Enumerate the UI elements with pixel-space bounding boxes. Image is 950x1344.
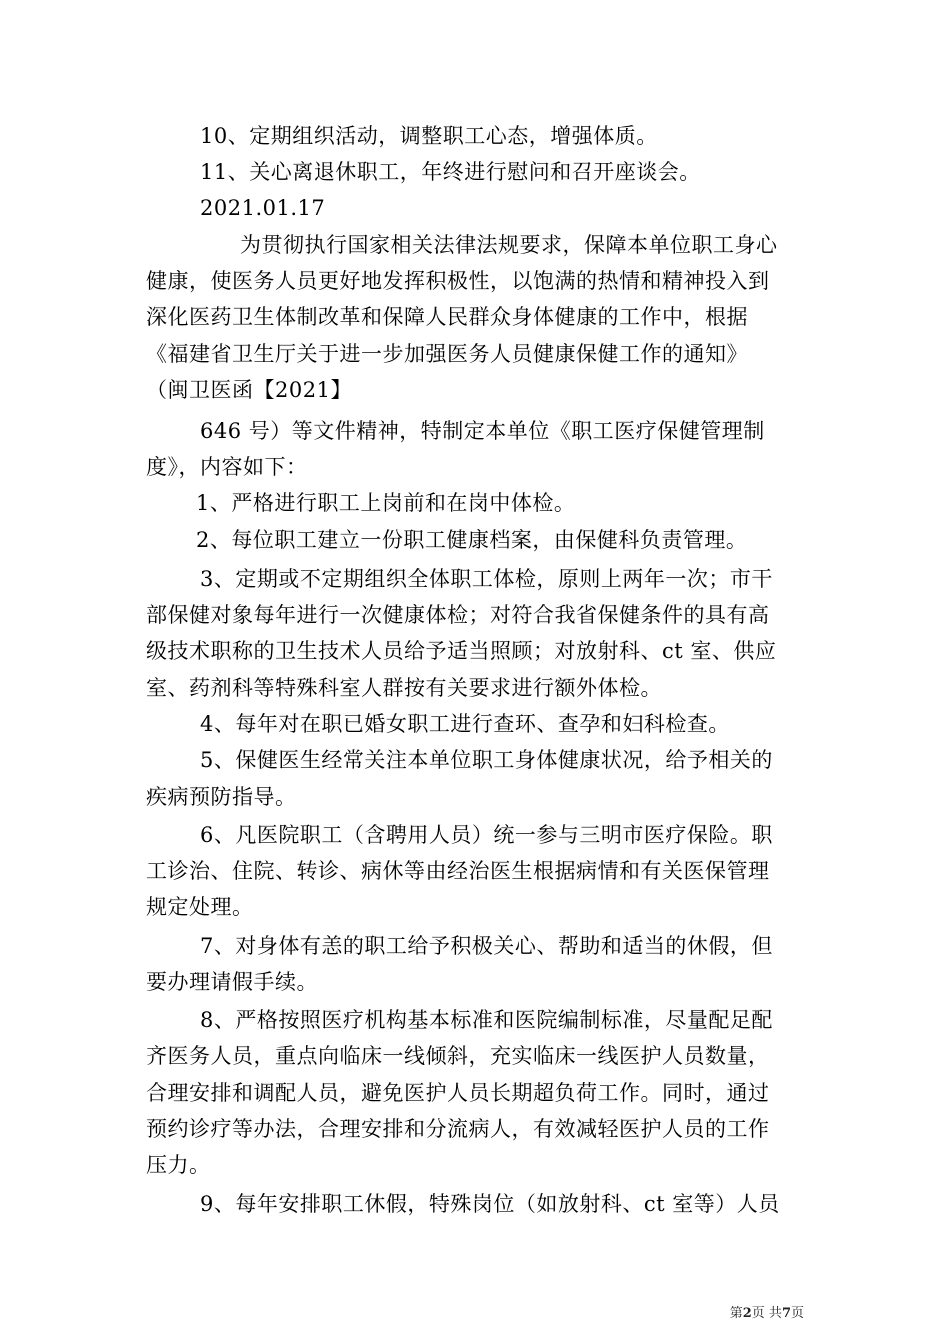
text-line: 疾病预防指导。 [146, 785, 297, 809]
text-line: （闽卫医函【2021】 [146, 378, 352, 402]
text-line: 8、严格按照医疗机构基本标准和医院编制标准，尽量配足配 [200, 1008, 773, 1032]
text-line: 工诊治、住院、转诊、病休等由经治医生根据病情和有关医保管理 [146, 859, 770, 883]
total-pages-number: 7 [781, 1306, 791, 1321]
text-line: 6、凡医院职工（含聘用人员）统一参与三明市医疗保险。职 [200, 823, 773, 847]
text-line: 规定处理。 [146, 895, 254, 919]
text-line: 1、严格进行职工上岗前和在岗中体检。 [196, 491, 576, 515]
text-line: 部保健对象每年进行一次健康体检；对符合我省保健条件的具有高 [146, 603, 770, 627]
text-line: 为贯彻执行国家相关法律法规要求，保障本单位职工身心 [240, 233, 778, 257]
text-line: 室、药剂科等特殊科室人群按有关要求进行额外体检。 [146, 676, 662, 700]
text-line: 预约诊疗等办法，合理安排和分流病人，有效减轻医护人员的工作 [146, 1117, 770, 1141]
footer-suffix: 页 [790, 1306, 804, 1321]
text-line: 健康，使医务人员更好地发挥积极性，以饱满的热情和精神投入到 [146, 269, 770, 293]
text-line: 10、定期组织活动，调整职工心态，增强体质。 [200, 124, 658, 148]
text-line: 齐医务人员，重点向临床一线倾斜，充实临床一线医护人员数量， [146, 1044, 770, 1068]
current-page-number: 2 [742, 1306, 752, 1321]
text-line: 深化医药卫生体制改革和保障人民群众身体健康的工作中，根据 [146, 305, 748, 329]
footer-prefix: 第 [729, 1306, 743, 1321]
footer-middle: 页 共 [751, 1306, 782, 1321]
text-line: 压力。 [146, 1153, 211, 1177]
text-line: 3、定期或不定期组织全体职工体检，原则上两年一次；市干 [200, 567, 773, 591]
text-line: 合理安排和调配人员，避免医护人员长期超负荷工作。同时，通过 [146, 1081, 770, 1105]
text-line: 646 号）等文件精神，特制定本单位《职工医疗保健管理制 [200, 419, 765, 443]
text-line: 度》，内容如下： [146, 455, 308, 479]
text-line: 《福建省卫生厅关于进一步加强医务人员健康保健工作的通知》 [146, 342, 748, 366]
text-line: 2021.01.17 [200, 196, 326, 220]
text-line: 11、关心离退休职工，年终进行慰问和召开座谈会。 [200, 160, 701, 184]
text-line: 5、保健医生经常关注本单位职工身体健康状况，给予相关的 [200, 748, 773, 772]
page-footer [730, 1306, 804, 1322]
text-line: 7、对身体有恙的职工给予积极关心、帮助和适当的休假，但 [200, 934, 773, 958]
text-line: 2、每位职工建立一份职工健康档案，由保健科负责管理。 [196, 528, 748, 552]
text-line: 级技术职称的卫生技术人员给予适当照顾；对放射科、ct 室、供应 [146, 639, 777, 663]
text-line: 4、每年对在职已婚女职工进行查环、查孕和妇科检查。 [200, 712, 730, 736]
text-line: 要办理请假手续。 [146, 970, 318, 994]
text-line: 9、每年安排职工休假，特殊岗位（如放射科、ct 室等）人员 [200, 1192, 780, 1216]
